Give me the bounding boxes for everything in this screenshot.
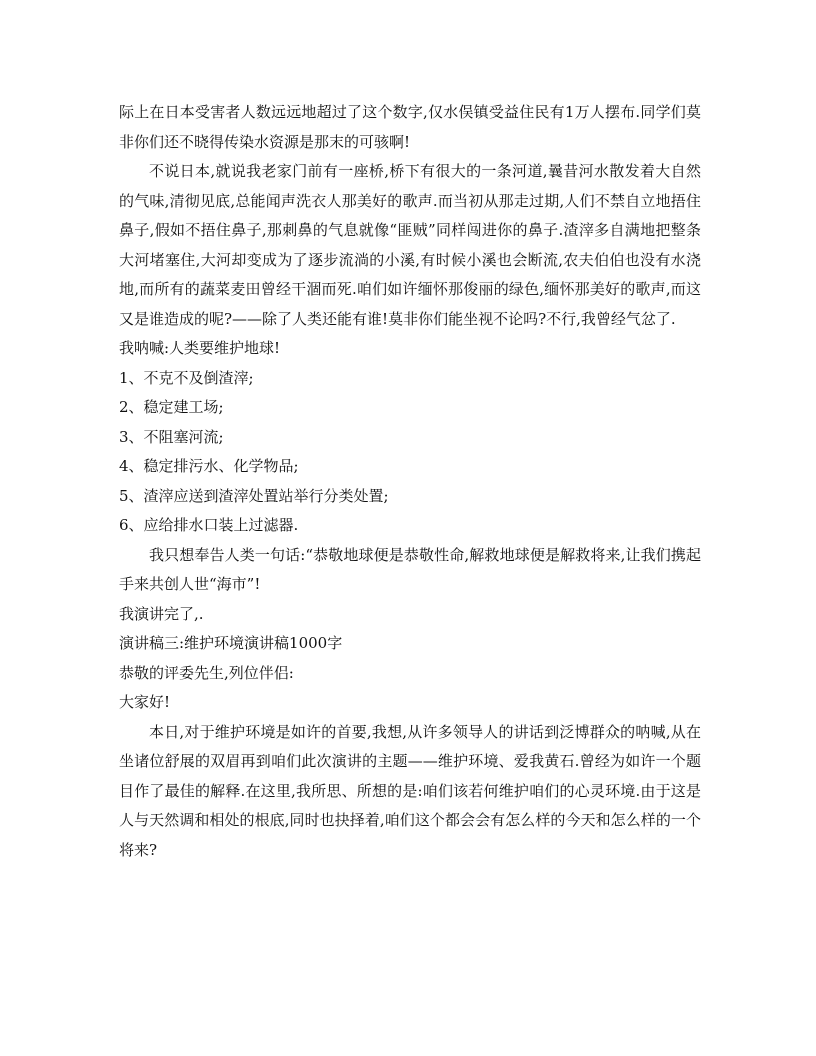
greeting: 大家好! [119,693,171,711]
list-item-6: 6、应给排水口装上过滤器. [119,516,299,534]
salutation: 恭敬的评委先生,列位伴侣: [119,663,294,682]
list-item-5: 5、渣滓应送到渣滓处置站举行分类处置; [119,486,389,505]
section-heading: 演讲稿三:维护环境演讲稿1000字 [119,634,343,652]
document-body [119,98,701,865]
paragraph-speech-intro: 本日,对于维护环境是如许的首要,我想,从许多领导人的讲话到泛博群众的呐喊,从在坐诸位舒展的双眉再到咱们此次演讲的主题——维护环境、爱我黄石.曾经为如许一个题目作了最佳的解释.在这里,我所思、所想的是:咱们该若何维护咱们的心灵环境.由于这是人与天然调和相处的根底,同时也抉择着,咱们这个都会会有怎么样的今天和怎么样的一个将来? [119,722,701,859]
list-item-4: 4、稳定排污水、化学物品; [119,457,299,475]
list-item-2: 2、稳定建工场; [119,398,224,416]
paragraph-message: 我只想奉告人类一句话:“恭敬地球便是恭敬性命,解救地球便是解救将来,让我们携起手来共创人世“海市”! [119,545,701,593]
paragraph-continuation: 际上在日本受害者人数远远地超过了这个数字,仅水俣镇受益住民有1万人摆布.同学们莫非你们还不晓得传染水资源是那末的可骇啊! [119,103,701,151]
list-item-3: 3、不阻塞河流; [119,427,224,446]
paragraph-appeal: 我呐喊:人类要维护地球! [119,339,281,357]
paragraph-closing: 我演讲完了,. [119,604,204,623]
paragraph-hometown-river: 不说日本,就说我老家门前有一座桥,桥下有很大的一条河道,曩昔河水散发着大自然的气味,清彻见底,总能闻声洗衣人那美好的歌声.而当初从那走过期,人们不禁自立地捂住鼻子,假如不捂住鼻子,那刺鼻的气息就像“匪贼”同样闯进你的鼻子.渣滓多自满地把整条大河堵塞住,大河却变成为了逐步流淌的小溪,有时候小溪也会断流,农夫伯伯也没有水浇地,而所有的蔬菜麦田曾经干涸而死.咱们如许缅怀那俊丽的绿色,缅怀那美好的歌声,而这又是谁造成的呢?——除了人类还能有谁!莫非你们能坐视不论吗?不行,我曾经气忿了. [119,162,701,328]
list-item-1: 1、不克不及倒渣滓; [119,368,254,387]
